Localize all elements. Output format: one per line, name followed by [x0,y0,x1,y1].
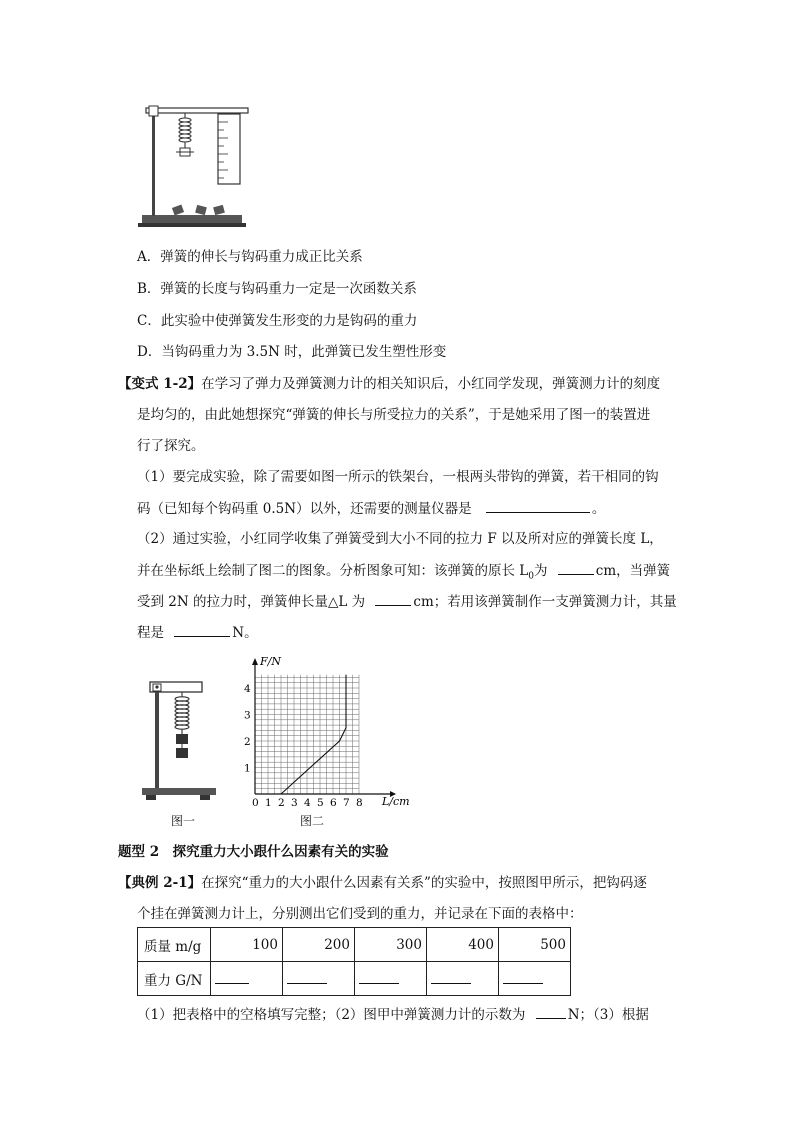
q2-subscript: 0 [528,571,534,582]
q2-text-c: cm，当弹簧 [595,563,671,579]
variant-line-1 [118,374,660,394]
table-cell-weight-blank[interactable] [211,962,283,996]
table-cell-weight-blank[interactable] [427,962,499,996]
question-1-line-2 [137,498,605,519]
option-c: C．此实验中使弹簧发生形变的力是钩码的重力 [137,313,418,329]
y-tick-label: 2 [244,736,251,748]
question-1-line-1: （1）要完成实验，除了需要如图一所示的铁架台，一根两头带钩的弹簧，若干相同的钩 [137,469,659,485]
y-tick-label: 1 [244,762,251,775]
figure-2-graph [238,655,418,807]
x-tick-label: 8 [356,797,363,807]
answer-blank-range[interactable] [174,622,230,637]
question-2-line-2 [137,560,670,587]
table-cell-mass: 500 [499,928,571,962]
q2-text-f: 程是 [137,625,164,641]
table-row-weight [138,962,571,996]
question-2-line-4 [137,622,258,643]
weights-on-base [172,205,225,216]
table-cell-mass: 100 [211,928,283,962]
x-tick-label: 5 [317,797,324,807]
fig1-base [142,788,216,795]
x-tick-label: 6 [330,797,337,807]
example-footer-line [137,1004,649,1025]
q1-text: 码（已知每个钩码重 0.5N）以外，还需要的测量仪器是 [137,501,472,517]
variant-line-2: 是均匀的，由此她想探究“弹簧的伸长与所受拉力的关系”，于是她采用了图一的装置进 [137,407,651,423]
fig1-weight-1 [176,734,188,744]
graph-tick-labels [244,683,363,807]
example-tag: 【典例 2-1】 [118,875,202,891]
answer-blank-elongation[interactable] [375,591,411,606]
ruler [218,114,240,184]
fig1-spring [175,692,189,734]
q2-text-b: 为 [534,563,548,579]
example-line-2: 个挂在弹簧测力计上，分别测出它们受到的重力，并记录在下面的表格中： [137,906,583,922]
fig1-weight-2 [176,748,188,758]
q2-text-e: cm；若用该弹簧制作一支弹簧测力计，其量 [413,594,677,610]
fig1-pole [155,692,159,788]
table-header-weight: 重力 G/N [138,962,211,996]
figure-2-caption: 图二 [300,814,325,828]
x-tick-label: 1 [265,797,272,807]
graph-grid [255,675,359,794]
stand-base-foot [138,223,246,227]
example-line-1 [118,873,647,893]
q2-text-a: 并在坐标纸上绘制了图二的图象。分析图象可知：该弹簧的原长 L [137,563,529,579]
table-header-mass: 质量 m/g [138,928,211,962]
x-tick-label: 7 [343,797,350,807]
table-cell-mass: 200 [283,928,355,962]
variant-line-3: 行了探究。 [137,438,205,454]
footer-text-b: N；（3）根据 [567,1007,649,1023]
figure-1-caption: 图一 [171,814,196,828]
variant-tag: 【变式 1-2】 [118,376,202,392]
option-b: B．弹簧的长度与钩码重力一定是一次函数关系 [137,281,417,297]
table-cell-weight-blank[interactable] [355,962,427,996]
x-axis-label: L/cm [382,795,410,807]
stand-pole [152,108,155,216]
q1-end: 。 [591,501,606,517]
variant-text-1: 在学习了弹力及弹簧测力计的相关知识后，小红同学发现，弹簧测力计的刻度 [201,376,661,392]
section-2-title: 题型 2 探究重力大小跟什么因素有关的实验 [118,844,389,860]
example-text-1: 在探究“重力的大小跟什么因素有关系”的实验中，按照图甲所示，把钩码逐 [201,875,647,891]
table-row-mass [138,928,571,962]
fig1-foot-left [146,795,156,800]
figure-1-stand [142,676,222,810]
stand-clamp [149,106,158,116]
x-tick-label: 0 [252,797,259,807]
answer-blank-scale-reading[interactable] [536,1004,566,1019]
option-d: D．当钩码重力为 3.5N 时，此弹簧已发生塑性形变 [137,344,447,360]
x-tick-label: 2 [278,797,285,807]
question-2-line-3 [137,591,677,612]
fig1-foot-right [200,795,210,800]
stand-top-bar [146,108,248,113]
y-tick-label: 3 [244,709,251,722]
q2-text-g: N。 [232,625,258,641]
q2-text-d: 受到 2N 的拉力时，弹簧伸长量△L 为 [137,594,366,610]
x-tick-label: 3 [291,797,298,807]
y-axis-arrow [252,658,258,665]
y-tick-label: 4 [244,683,251,695]
answer-blank-original-length[interactable] [558,560,594,575]
answer-blank-instrument[interactable] [486,498,590,513]
table-cell-weight-blank[interactable] [499,962,571,996]
question-2-line-1: （2）通过实验，小红同学收集了弹簧受到大小不同的拉力 F 以及所对应的弹簧长度 L， [137,531,663,547]
table-cell-weight-blank[interactable] [283,962,355,996]
table-cell-mass: 400 [427,928,499,962]
footer-text-a: （1）把表格中的空格填写完整；（2）图甲中弹簧测力计的示数为 [137,1007,526,1023]
graph-axes [252,658,396,797]
mass-weight-table [137,927,571,996]
y-axis-label: F/N [260,655,281,668]
spring-stand-figure-top [138,100,250,232]
spring [179,113,191,148]
table-cell-mass: 300 [355,928,427,962]
fig1-screw [155,685,158,688]
option-a: A．弹簧的伸长与钩码重力成正比关系 [137,249,363,265]
x-tick-label: 4 [304,797,311,807]
